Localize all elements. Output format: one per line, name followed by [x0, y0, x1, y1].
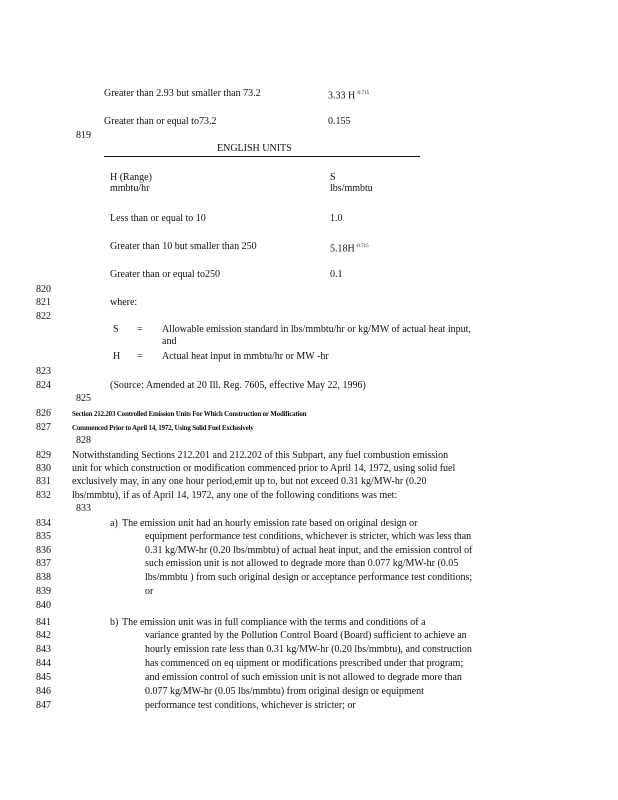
english-header-col2: S	[330, 172, 336, 183]
line-number: 847	[36, 700, 51, 711]
item-a-label: a)	[110, 518, 118, 529]
line-number: 830	[36, 463, 51, 474]
line-number: 838	[36, 572, 51, 583]
line-number: 824	[36, 380, 51, 391]
metric-row-range: Greater than 2.93 but smaller than 73.2	[104, 88, 261, 99]
line-number: 843	[36, 644, 51, 655]
english-row-value: 1.0	[330, 213, 343, 224]
english-row-value: 0.1	[330, 269, 343, 280]
english-header-col1-unit: mmbtu/hr	[110, 183, 150, 194]
english-row-range: Less than or equal to 10	[110, 213, 206, 224]
item-a-line: lbs/mmbtu ) from such original design or acceptance performance test conditions;	[145, 572, 473, 583]
item-a-line: or	[145, 586, 154, 597]
item-a-line: 0.31 kg/MW-hr (0.20 lbs/mmbtu) of actual heat input, and the emission control of	[145, 545, 473, 556]
section-heading-cont: Commenced Prior to April 14, 1972, Using Solid Fuel Exclusively	[72, 424, 254, 432]
item-b-line: The emission unit was in full compliance with the terms and conditions of a	[122, 617, 426, 628]
metric-row-value: 0.155	[328, 116, 351, 127]
def-s-text-cont: and	[162, 336, 177, 347]
line-number: 846	[36, 686, 51, 697]
paragraph-line: Notwithstanding Sections 212.201 and 212.202 of this Subpart, any fuel combustion emission	[72, 450, 449, 461]
metric-row-range: Greater than or equal to73.2	[104, 116, 217, 127]
item-a-line: The emission unit had an hourly emission rate based on original design or	[122, 518, 418, 529]
line-number: 844	[36, 658, 51, 669]
def-h-symbol: H	[113, 351, 121, 362]
line-number: 841	[36, 617, 51, 628]
line-number: 827	[36, 422, 51, 433]
line-number: 831	[36, 476, 51, 487]
item-b-line: and emission control of such emission unit is not allowed to degrade more than	[145, 672, 462, 683]
metric-row-value	[328, 88, 369, 102]
def-h-equals: =	[137, 351, 143, 362]
line-number: 822	[36, 311, 51, 322]
line-number: 819	[76, 130, 91, 141]
paragraph-line: unit for which construction or modification commenced prior to April 14, 1972, using solid fuel	[72, 463, 456, 474]
def-s-symbol: S	[113, 324, 119, 335]
english-row-exponent: -0.715	[355, 244, 369, 249]
line-number: 821	[36, 297, 51, 308]
table-rule	[104, 156, 420, 157]
line-number: 840	[36, 600, 51, 611]
item-a-line: such emission unit is not allowed to degrade more than 0.077 kg/MW-hr (0.05	[145, 558, 459, 569]
paragraph-line: lbs/mmbtu), if as of April 14, 1972, any one of the following conditions was met:	[72, 490, 398, 501]
english-header-col1: H (Range)	[110, 172, 152, 183]
where-label: where:	[110, 297, 138, 308]
item-a-line: equipment performance test conditions, whichever is stricter, which was less than	[145, 531, 472, 542]
line-number: 839	[36, 586, 51, 597]
def-h-text: Actual heat input in mmbtu/hr or MW -hr	[162, 351, 329, 362]
english-row-range: Greater than 10 but smaller than 250	[110, 241, 257, 252]
line-number: 845	[36, 672, 51, 683]
line-number: 833	[76, 503, 91, 514]
line-number: 835	[36, 531, 51, 542]
english-header-col2-unit: lbs/mmbtu	[330, 183, 373, 194]
line-number: 820	[36, 284, 51, 295]
section-heading: Section 212.203 Controlled Emission Units For Which Construction or Modification	[72, 410, 307, 418]
line-number: 836	[36, 545, 51, 556]
line-number: 834	[36, 518, 51, 529]
english-row-value-text: 5.18H	[330, 243, 355, 255]
item-b-line: has commenced on eq uipment or modifications prescribed under that program;	[145, 658, 464, 669]
line-number: 823	[36, 366, 51, 377]
line-number: 825	[76, 393, 91, 404]
line-number: 842	[36, 630, 51, 641]
item-b-line: variance granted by the Pollution Control Board (Board) sufficient to achieve an	[145, 630, 467, 641]
english-units-title: ENGLISH UNITS	[217, 143, 292, 154]
item-b-line: 0.077 kg/MW-hr (0.05 lbs/mmbtu) from original design or equipment	[145, 686, 424, 697]
line-number: 826	[36, 408, 51, 419]
line-number: 828	[76, 435, 91, 446]
source-note: (Source: Amended at 20 Ill. Reg. 7605, effective May 22, 1996)	[110, 380, 366, 391]
line-number: 837	[36, 558, 51, 569]
metric-row-value-text: 3.33 H	[328, 90, 356, 102]
english-row-range: Greater than or equal to250	[110, 269, 220, 280]
line-number: 829	[36, 450, 51, 461]
line-number: 832	[36, 490, 51, 501]
metric-row-exponent: -0.715	[356, 91, 370, 96]
item-b-line: performance test conditions, whichever is stricter; or	[145, 700, 356, 711]
paragraph-line: exclusively may, in any one hour period,emit up to, but not exceed 0.31 kg/MW-hr (0.20	[72, 476, 427, 487]
item-b-label: b)	[110, 617, 119, 628]
def-s-text: Allowable emission standard in lbs/mmbtu/hr or kg/MW of actual heat input,	[162, 324, 471, 335]
def-s-equals: =	[137, 324, 143, 335]
english-row-value	[330, 241, 369, 255]
item-b-line: hourly emission rate less than 0.31 kg/MW-hr (0.20 lbs/mmbtu), and construction	[145, 644, 472, 655]
